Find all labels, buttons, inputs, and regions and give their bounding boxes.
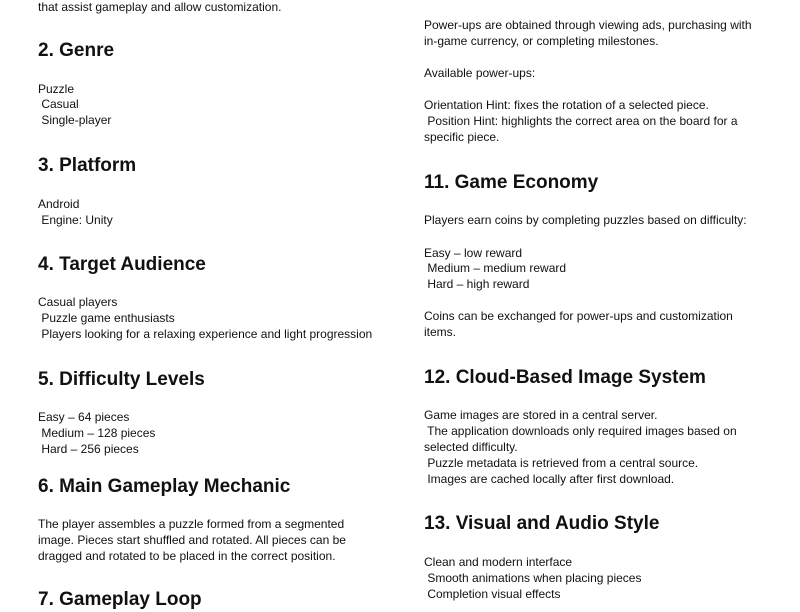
cloud-line: Puzzle metadata is retrieved from a central source. <box>424 456 699 470</box>
section-heading-cloud: 12. Cloud-Based Image System <box>424 367 706 388</box>
genre-line: Single-player <box>38 113 112 127</box>
difficulty-line: Medium – 128 pieces <box>38 426 156 440</box>
genre-line: Puzzle <box>38 82 75 96</box>
audience-line: Puzzle game enthusiasts <box>38 311 175 325</box>
cloud-line: Images are cached locally after first download. <box>424 472 675 486</box>
economy-intro: Players earn coins by completing puzzles based on difficulty: <box>424 213 747 227</box>
audience-line: Casual players <box>38 295 118 309</box>
mechanic-line: image. Pieces start shuffled and rotated. All pieces can be <box>38 533 346 547</box>
economy-outro: items. <box>424 325 457 339</box>
powerup-item: Position Hint: highlights the correct area on the board for a <box>424 114 738 128</box>
economy-reward: Hard – high reward <box>424 277 530 291</box>
genre-line: Casual <box>38 97 79 111</box>
section-heading-mechanic: 6. Main Gameplay Mechanic <box>38 476 291 497</box>
section-heading-loop: 7. Gameplay Loop <box>38 589 202 610</box>
section-heading-genre: 2. Genre <box>38 40 115 61</box>
economy-outro: Coins can be exchanged for power-ups and customization <box>424 309 733 323</box>
difficulty-line: Hard – 256 pieces <box>38 442 139 456</box>
mechanic-line: The player assembles a puzzle formed from a segmented <box>38 517 345 531</box>
powerup-item: Orientation Hint: fixes the rotation of a selected piece. <box>424 98 709 112</box>
platform-line: Android <box>38 197 80 211</box>
style-line: Completion visual effects <box>424 587 561 601</box>
powerups-available-label: Available power-ups: <box>424 66 536 80</box>
platform-line: Engine: Unity <box>38 213 113 227</box>
audience-line: Players looking for a relaxing experience and light progression <box>38 327 373 341</box>
section-heading-style: 13. Visual and Audio Style <box>424 513 660 534</box>
mechanic-line: dragged and rotated to be placed in the correct position. <box>38 549 336 563</box>
section-heading-audience: 4. Target Audience <box>38 254 206 275</box>
powerup-item: specific piece. <box>424 130 500 144</box>
section-heading-economy: 11. Game Economy <box>424 172 599 193</box>
cloud-line: The application downloads only required images based on <box>424 424 737 438</box>
powerups-line: in-game currency, or completing milestones. <box>424 34 659 48</box>
cloud-line: selected difficulty. <box>424 440 518 454</box>
section-heading-difficulty: 5. Difficulty Levels <box>38 369 205 390</box>
difficulty-line: Easy – 64 pieces <box>38 410 130 424</box>
cloud-line: Game images are stored in a central server. <box>424 408 658 422</box>
economy-reward: Medium – medium reward <box>424 261 567 275</box>
economy-reward: Easy – low reward <box>424 246 523 260</box>
style-line: Smooth animations when placing pieces <box>424 571 642 585</box>
powerups-line: Power-ups are obtained through viewing ads, purchasing with <box>424 18 752 32</box>
intro-text: that assist gameplay and allow customization. <box>38 0 282 14</box>
section-heading-platform: 3. Platform <box>38 155 137 176</box>
style-line: Clean and modern interface <box>424 555 573 569</box>
